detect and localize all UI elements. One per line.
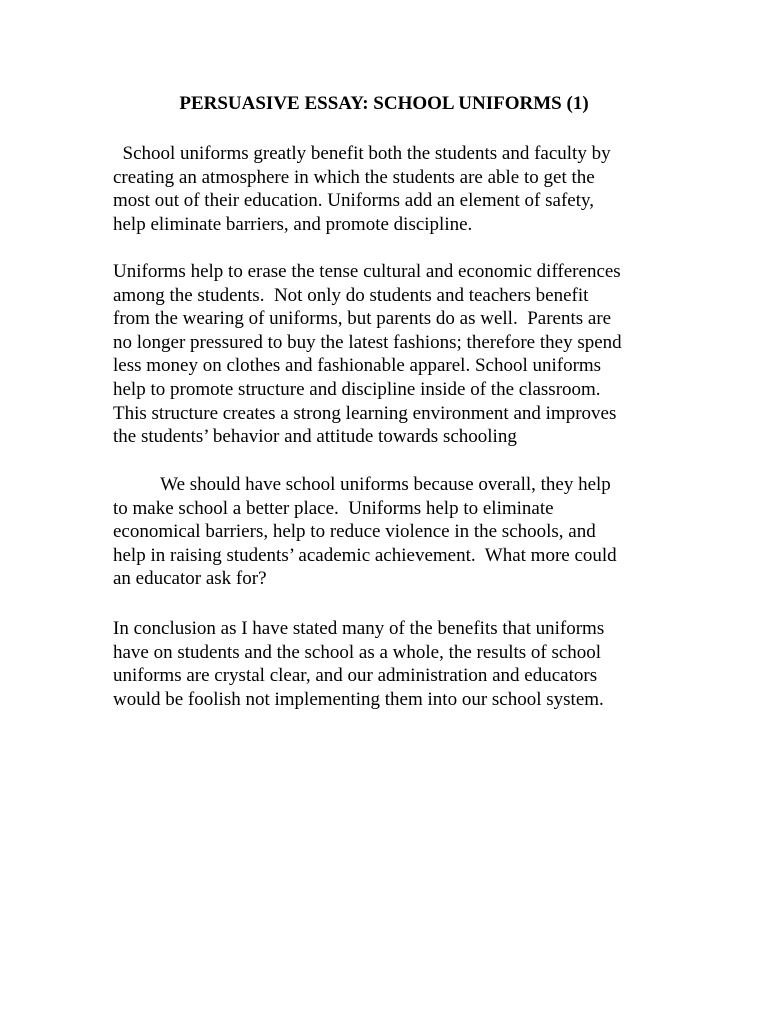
- paragraph-body: [113, 260, 673, 449]
- paragraph-line: no longer pressured to buy the latest fashions; therefore they spend: [113, 331, 622, 353]
- paragraph-line: We should have school uniforms because overall, they help: [113, 474, 611, 495]
- paragraph-body: [113, 473, 673, 591]
- paragraph-conclusion: [113, 617, 673, 711]
- paragraph-line: creating an atmosphere in which the students are able to get the: [113, 166, 595, 188]
- paragraph-line: help in raising students’ academic achievement. What more could: [113, 544, 617, 566]
- paragraph-line: an educator ask for?: [113, 568, 267, 590]
- paragraph-line: the students’ behavior and attitude towards schooling: [113, 426, 517, 448]
- paragraph-line: help to promote structure and discipline inside of the classroom.: [113, 378, 601, 400]
- paragraph-line: In conclusion as I have stated many of the benefits that uniforms: [113, 618, 605, 639]
- paragraph-line: most out of their education. Uniforms add an element of safety,: [113, 190, 595, 212]
- paragraph-introduction: [113, 142, 673, 236]
- paragraph-line: among the students. Not only do students and teachers benefit: [113, 284, 589, 306]
- paragraph-line: have on students and the school as a whole, the results of school: [113, 641, 602, 663]
- paragraph-line: economical barriers, help to reduce violence in the schools, and: [113, 521, 596, 543]
- paragraph-line: uniforms are crystal clear, and our administration and educators: [113, 665, 598, 687]
- paragraph-line: This structure creates a strong learning environment and improves: [113, 402, 617, 424]
- paragraph-line: from the wearing of uniforms, but parents do as well. Parents are: [113, 308, 612, 330]
- essay-title: PERSUASIVE ESSAY: SCHOOL UNIFORMS (1): [179, 93, 589, 114]
- paragraph-line: less money on clothes and fashionable apparel. School uniforms: [113, 355, 602, 377]
- paragraph-line: would be foolish not implementing them into our school system.: [113, 688, 604, 710]
- paragraph-line: School uniforms greatly benefit both the students and faculty by: [113, 143, 611, 164]
- paragraph-line: to make school a better place. Uniforms help to eliminate: [113, 497, 554, 519]
- paragraph-line: Uniforms help to erase the tense cultural and economic differences: [113, 261, 621, 282]
- paragraph-line: help eliminate barriers, and promote discipline.: [113, 213, 473, 235]
